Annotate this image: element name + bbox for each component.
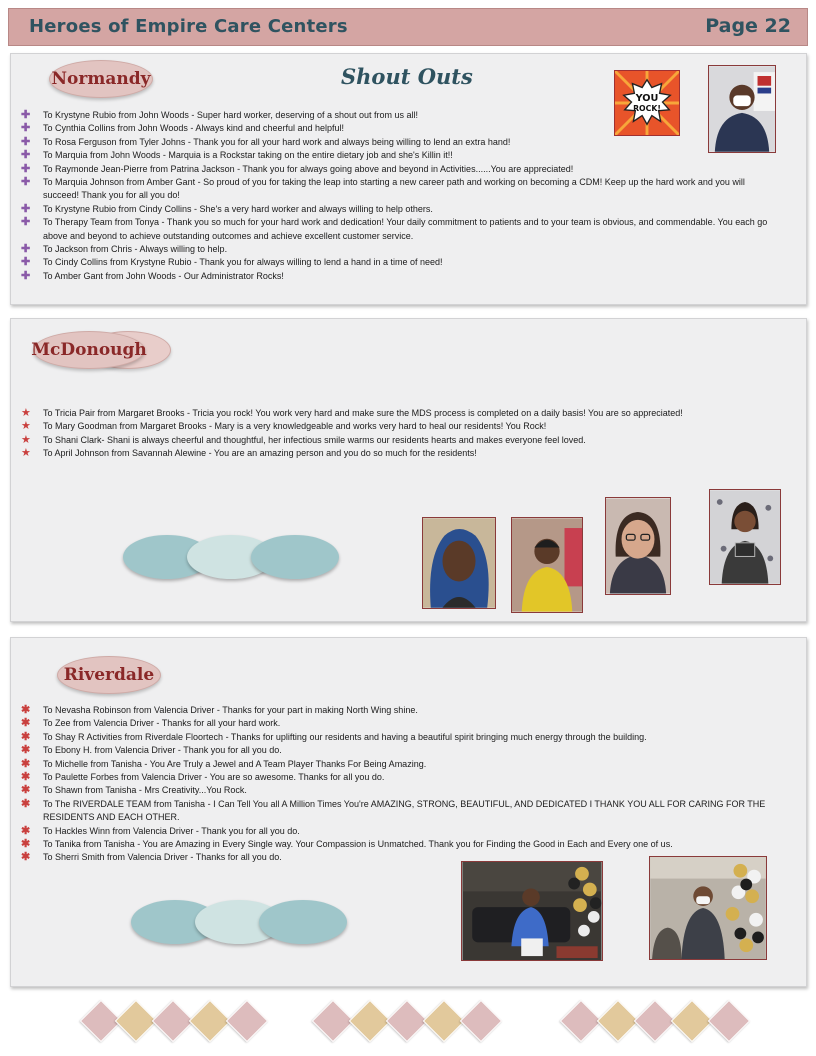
newsletter-title: Heroes of Empire Care Centers — [29, 16, 348, 37]
photo-staff-glasses — [605, 497, 671, 595]
shout-outs-heading: Shout Outs — [341, 64, 473, 89]
list-item: ★ To Mary Goodman from Margaret Brooks - Mary is a very knowledgeable and works very hard to heal our residents! You Rock! — [21, 420, 547, 433]
asterisk-bullet-icon: ✱ — [21, 757, 31, 770]
list-item: ✱ To Tanika from Tanisha - You are Amazing in Every Single way. Your Compassion is Unmatched. Thank you for Finding the Good in Each and Every one of us. — [21, 838, 673, 851]
plus-bullet-icon: ✚ — [21, 109, 31, 121]
plus-bullet-icon: ✚ — [21, 216, 31, 229]
list-item: ✚ To Rosa Ferguson from Tyler Johns - Thank you for all your hard work and always being willing to lend an extra hand! — [21, 135, 511, 148]
list-item: ✚ To Marquia Johnson from Amber Gant - So proud of you for taking the leap into starting a new career path and working on becoming a CDM! Keep up the hard work and you will succeed! Thank you for all you do! — [21, 176, 745, 201]
list-item: ★ To Shani Clark- Shani is always cheerful and thoughtful, her infectious smile warms our residents hearts and makes everyone feel loved. — [21, 433, 586, 446]
asterisk-bullet-icon: ✱ — [21, 717, 31, 730]
mcdonough-shout-list — [19, 407, 749, 461]
photo-staff-certificate — [709, 489, 781, 585]
diamond-decoration — [708, 1000, 750, 1042]
diamond-decoration — [460, 1000, 502, 1042]
star-bullet-icon: ★ — [21, 420, 31, 433]
photo-staff-yellow-shirt — [511, 517, 583, 613]
you-rock-text-1: YOU — [635, 93, 659, 105]
list-item: ✚ To Marquia from John Woods - Marquia is a Rockstar taking on the entire dietary job and she's Killin it!! — [21, 149, 453, 162]
plus-bullet-icon: ✚ — [21, 162, 31, 175]
list-item: ✚ To Amber Gant from John Woods - Our Administrator Rocks! — [21, 269, 284, 282]
page-number: Page 22 — [705, 15, 791, 37]
list-item: ✚ To Krystyne Rubio from Cindy Collins - She's a very hard worker and always willing to help others. — [21, 202, 433, 215]
list-item: ✱ To Shawn from Tanisha - Mrs Creativity...You Rock. — [21, 784, 247, 797]
asterisk-bullet-icon: ✱ — [21, 824, 31, 837]
plus-bullet-icon: ✚ — [21, 243, 31, 256]
photo-party-sofa — [461, 861, 603, 961]
riverdale-shout-list — [19, 704, 794, 865]
asterisk-bullet-icon: ✱ — [21, 797, 31, 810]
list-item: ✱ To Hackles Winn from Valencia Driver - Thank you for all you do. — [21, 824, 300, 837]
plus-bullet-icon: ✚ — [21, 202, 31, 215]
riverdale-tab: Riverdale — [57, 656, 161, 694]
list-item: ✱ To The RIVERDALE TEAM from Tanisha - I Can Tell You all A Million Times You're AMAZING, STRONG, BEAUTIFUL, AND DEDICATED I THANK YOU ALL FOR CARING FOR THE RESIDENTS AND EACH OTHER. — [21, 797, 766, 823]
list-item: ✱ To Zee from Valencia Driver - Thanks for all your hard work. — [21, 717, 281, 730]
plus-bullet-icon: ✚ — [21, 122, 31, 135]
plus-bullet-icon: ✚ — [21, 135, 31, 148]
star-bullet-icon: ★ — [21, 433, 31, 446]
list-item: ✱ To Paulette Forbes from Valencia Driver - You are so awesome. Thanks for all you do. — [21, 771, 385, 784]
plus-bullet-icon: ✚ — [21, 256, 31, 269]
plus-bullet-icon: ✚ — [21, 149, 31, 162]
asterisk-bullet-icon: ✱ — [21, 784, 31, 797]
mcdonough-tab: McDonough — [33, 331, 145, 369]
normandy-panel — [10, 53, 807, 305]
riverdale-panel — [10, 637, 807, 987]
diamond-decoration — [226, 1000, 268, 1042]
list-item: ★ To Tricia Pair from Margaret Brooks - Tricia you rock! You work very hard and make sure the MDS process is completed on a daily basis! You are so appreciated! — [21, 407, 683, 419]
list-item: ✱ To Shay R Activities from Riverdale Floortech - Thanks for uplifting our residents and having a beautiful spirit bringing much energy through the building. — [21, 730, 647, 743]
list-item: ✱ To Ebony H. from Valencia Driver - Thank you for all you do. — [21, 744, 282, 757]
list-item: ★ To April Johnson from Savannah Alewine - You are an amazing person and you do so much for the residents! — [21, 447, 477, 460]
list-item: ✱ To Nevasha Robinson from Valencia Driver - Thanks for your part in making North Wing shine. — [21, 704, 418, 716]
teal-oval-decoration — [259, 900, 347, 944]
list-item: ✱ To Sherri Smith from Valencia Driver - Thanks for all you do. — [21, 851, 282, 864]
photo-party-balloons — [649, 856, 767, 960]
list-item: ✚ To Therapy Team from Tonya - Thank you so much for your hard work and dedication! Your daily commitment to patients and to your team is obvious, and commendable. You each go above and beyond to achieve outstanding outcomes and achieve excellent customer service. — [21, 216, 768, 241]
normandy-tab: Normandy — [49, 60, 153, 98]
list-item: ✚ To Krystyne Rubio from John Woods - Super hard worker, deserving of a shout out from us all! — [21, 109, 419, 121]
asterisk-bullet-icon: ✱ — [21, 744, 31, 757]
you-rock-text-2: ROCK! — [633, 103, 661, 113]
list-item: ✚ To Cindy Collins from Krystyne Rubio - Thank you for always willing to lend a hand in a time of need! — [21, 256, 443, 269]
plus-bullet-icon: ✚ — [21, 176, 31, 189]
list-item: ✚ To Cynthia Collins from John Woods - Always kind and cheerful and helpful! — [21, 122, 344, 135]
asterisk-bullet-icon: ✱ — [21, 704, 31, 716]
normandy-shout-list — [19, 109, 779, 283]
list-item: ✚ To Jackson from Chris - Always willing to help. — [21, 243, 228, 256]
asterisk-bullet-icon: ✱ — [21, 838, 31, 851]
header-banner — [8, 8, 808, 46]
list-item: ✱ To Michelle from Tanisha - You Are Truly a Jewel and A Team Player Thanks For Being Amazing. — [21, 757, 427, 770]
mcdonough-panel — [10, 318, 807, 622]
list-item: ✚ To Raymonde Jean-Pierre from Patrina Jackson - Thank you for always going above and beyond in Activities......You are appreciated! — [21, 162, 574, 175]
photo-staff-blue-braids — [422, 517, 496, 609]
teal-oval-decoration — [251, 535, 339, 579]
asterisk-bullet-icon: ✱ — [21, 730, 31, 743]
star-bullet-icon: ★ — [21, 407, 31, 419]
plus-bullet-icon: ✚ — [21, 269, 31, 282]
asterisk-bullet-icon: ✱ — [21, 851, 31, 864]
asterisk-bullet-icon: ✱ — [21, 771, 31, 784]
star-bullet-icon: ★ — [21, 447, 31, 460]
